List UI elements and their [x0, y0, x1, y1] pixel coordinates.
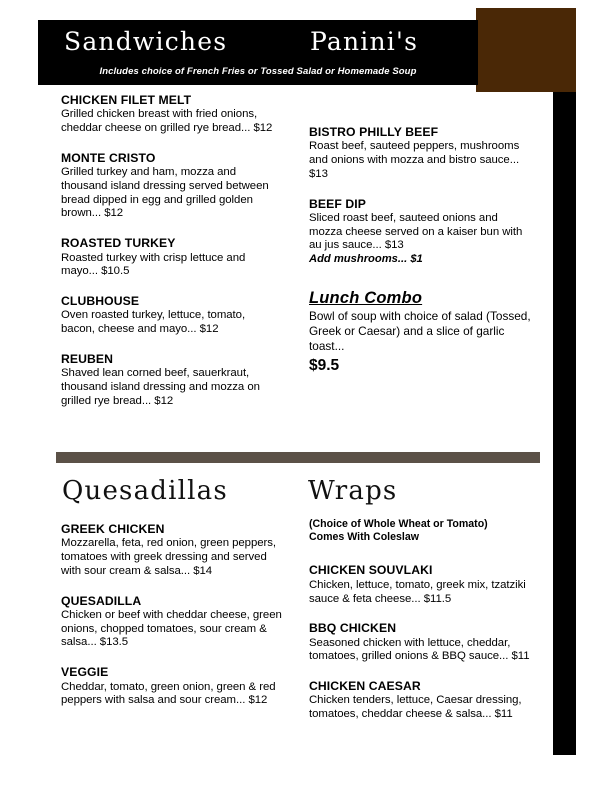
menu-item [309, 679, 539, 722]
lunch-combo-description: Bowl of soup with choice of salad (Tossed, Greek or Caesar) and a slice of garlic toast... [309, 308, 531, 354]
lunch-combo [309, 289, 531, 375]
menu-item [61, 522, 287, 579]
menu-item-name: GREEK CHICKEN [61, 522, 165, 536]
menu-item-description: Chicken tenders, lettuce, Caesar dressing, tomatoes, cheddar cheese & salsa... $11 [309, 694, 522, 721]
section-divider [56, 452, 540, 463]
menu-item-name: BEEF DIP [309, 196, 367, 211]
menu-item-description: Cheddar, tomato, green onion, green & red peppers with salsa and sour cream... $12 [61, 680, 276, 707]
quesadillas-heading: Quesadillas [62, 476, 228, 506]
banner-subtitle: Includes choice of French Fries or Tossed Salad or Homemade Soup [99, 66, 417, 77]
menu-item-name: ROASTED TURKEY [61, 236, 176, 251]
menu-item-name: CHICKEN CAESAR [309, 679, 421, 694]
sandwiches-column [61, 93, 279, 409]
brown-decorative-block [476, 8, 576, 92]
wraps-column [309, 518, 539, 722]
menu-item [61, 236, 279, 279]
menu-item-description: Sliced roast beef, sauteed onions and mozza cheese served on a kaiser bun with au jus sauce... $13 [309, 211, 523, 252]
menu-item-description: Grilled turkey and ham, mozza and thousand island dressing served between bread dipped in egg and grilled golden brown... $12 [61, 166, 269, 220]
lunch-combo-title: Lunch Combo [309, 288, 423, 307]
menu-item-description: Chicken, lettuce, tomato, greek mix, tzatziki sauce & feta cheese... $11.5 [309, 578, 526, 605]
wraps-note-line-1: (Choice of Whole Wheat or Tomato) [309, 518, 488, 530]
menu-item-name: BISTRO PHILLY BEEF [309, 125, 439, 139]
menu-item [309, 197, 531, 267]
menu-item-description: Oven roasted turkey, lettuce, tomato, bacon, cheese and mayo... $12 [61, 309, 246, 336]
wraps-note-line-2: Comes With Coleslaw [309, 531, 419, 544]
menu-item [61, 594, 287, 651]
menu-item [61, 151, 279, 221]
menu-item-name: CLUBHOUSE [61, 294, 140, 309]
menu-item-description: Grilled chicken breast with fried onions, cheddar cheese on grilled rye bread... $12 [61, 108, 273, 135]
menu-item-name: MONTE CRISTO [61, 150, 156, 165]
paninis-column [309, 125, 531, 375]
header-banner [38, 20, 478, 85]
menu-item-description: Shaved lean corned beef, sauerkraut, thousand island dressing and mozza on grilled rye bread... $12 [61, 367, 260, 407]
menu-item-name: CHICKEN SOUVLAKI [309, 563, 433, 578]
menu-item [61, 294, 279, 337]
menu-item [61, 93, 279, 136]
menu-item-name: REUBEN [61, 351, 114, 366]
wraps-heading: Wraps [308, 476, 398, 506]
paninis-heading: Panini's [310, 27, 419, 56]
menu-item-description: Roasted turkey with crisp lettuce and mayo... $10.5 [61, 251, 246, 278]
lunch-combo-price: $9.5 [309, 357, 340, 375]
menu-item-name: VEGGIE [61, 665, 109, 680]
sandwiches-heading: Sandwiches [64, 27, 228, 56]
menu-item-addon: Add mushrooms... $1 [309, 253, 423, 266]
menu-item-description: Roast beef, sauteed peppers, mushrooms and onions with mozza and bistro sauce... $13 [309, 140, 520, 180]
menu-item-description: Mozzarella, feta, red onion, green peppers, tomatoes with greek dressing and served with sour cream & salsa... $14 [61, 537, 277, 577]
menu-item [61, 665, 287, 708]
menu-item [61, 352, 279, 409]
wraps-note [309, 518, 539, 544]
menu-item [309, 125, 531, 182]
menu-item-description: Seasoned chicken with lettuce, cheddar, tomatoes, grilled onions & BBQ sauce... $11 [309, 636, 530, 663]
banner-title-row [38, 20, 478, 64]
black-vertical-strip [553, 92, 576, 755]
menu-item-name: QUESADILLA [61, 593, 142, 608]
quesadillas-column [61, 522, 287, 708]
menu-item-name: CHICKEN FILET MELT [61, 93, 192, 107]
menu-item-name: BBQ CHICKEN [309, 621, 397, 636]
menu-item-description: Chicken or beef with cheddar cheese, green onions, chopped tomatoes, sour cream & salsa... $13.5 [61, 608, 282, 649]
menu-item [309, 621, 539, 664]
menu-item [309, 563, 539, 606]
